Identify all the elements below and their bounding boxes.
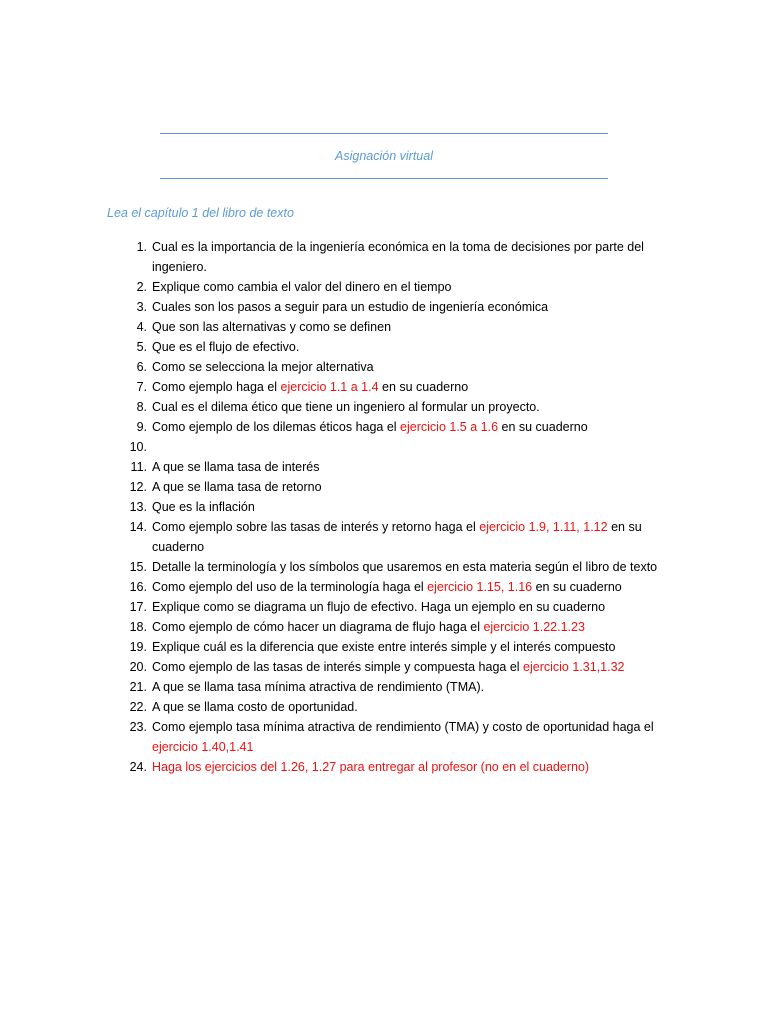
question-number: 5. [136, 340, 147, 354]
reading-instruction: Lea el capítulo 1 del libro de texto [107, 206, 294, 220]
question-number: 9. [136, 420, 147, 434]
question-item [107, 297, 667, 317]
question-number: 2. [136, 280, 147, 294]
question-text [152, 420, 588, 434]
exercise-reference: ejercicio 1.9, 1.11, 1.12 [479, 520, 608, 534]
question-text-segment: Como ejemplo tasa mínima atractiva de rendimiento (TMA) y costo de oportunidad haga el [152, 720, 654, 734]
question-number: 13. [129, 500, 147, 514]
exercise-reference: ejercicio 1.22.1.23 [483, 620, 585, 634]
exercise-reference: ejercicio 1.15, 1.16 [427, 580, 533, 594]
question-text-segment: Cuales son los pasos a seguir para un estudio de ingeniería económica [152, 300, 549, 314]
question-text [152, 460, 319, 474]
exercise-reference: ejercicio 1.5 a 1.6 [400, 420, 499, 434]
question-number: 24. [129, 760, 147, 774]
question-text-segment: en su cuaderno [498, 420, 588, 434]
question-text-segment: Cual es la importancia de la ingeniería económica en la toma de decisiones por parte del ingeniero. [152, 240, 644, 274]
question-item [107, 457, 667, 477]
title-block [160, 132, 608, 182]
document-title: Asignación virtual [335, 149, 433, 163]
question-item [107, 277, 667, 297]
question-text [152, 360, 374, 374]
question-text-segment: Cual es el dilema ético que tiene un ingeniero al formular un proyecto. [152, 400, 540, 414]
question-text [152, 240, 644, 274]
question-text-segment: en su cuaderno [532, 580, 622, 594]
question-text [152, 520, 642, 554]
title-top-rule [160, 133, 608, 134]
question-text-segment: A que se llama tasa mínima atractiva de rendimiento (TMA). [152, 680, 485, 694]
question-item [107, 497, 667, 517]
question-item [107, 477, 667, 497]
question-number: 7. [136, 380, 147, 394]
question-number: 16. [129, 580, 147, 594]
question-text-segment: Como ejemplo de cómo hacer un diagrama de flujo haga el [152, 620, 484, 634]
question-number: 21. [129, 680, 147, 694]
exercise-reference: ejercicio 1.40,1.41 [152, 740, 254, 754]
question-number: 22. [129, 700, 147, 714]
exercise-reference: ejercicio 1.1 a 1.4 [280, 380, 379, 394]
question-text [152, 380, 468, 394]
question-number: 23. [129, 720, 147, 734]
question-item [107, 637, 667, 657]
question-text-segment: Explique como cambia el valor del dinero en el tiempo [152, 280, 452, 294]
question-number: 4. [136, 320, 147, 334]
question-text [152, 700, 358, 714]
question-item [107, 417, 667, 437]
question-text-segment: en su cuaderno [378, 380, 469, 394]
question-text-segment: Como ejemplo de los dilemas éticos haga el [152, 420, 401, 434]
question-text-segment: A que se llama costo de oportunidad. [152, 700, 358, 714]
question-text [152, 480, 322, 494]
exercise-reference: Haga los ejercicios del 1.26, 1.27 para entregar al profesor (no en el cuaderno) [152, 760, 590, 774]
question-number: 8. [136, 400, 147, 414]
question-text-segment: en su cuaderno [152, 520, 642, 554]
question-number: 20. [129, 660, 147, 674]
question-number: 19. [129, 640, 147, 654]
question-number: 1. [136, 240, 147, 254]
question-item [107, 377, 667, 397]
question-number: 15. [129, 560, 147, 574]
question-item [107, 677, 667, 697]
question-item [107, 437, 667, 457]
question-item [107, 397, 667, 417]
question-number: 12. [129, 480, 147, 494]
question-item [107, 657, 667, 677]
question-text-segment: Explique como se diagrama un flujo de efectivo. Haga un ejemplo en su cuaderno [152, 600, 606, 614]
question-text [152, 280, 451, 294]
question-text [152, 580, 622, 594]
question-number: 17. [129, 600, 147, 614]
question-item [107, 577, 667, 597]
question-text [152, 660, 624, 674]
question-text-segment: Como se selecciona la mejor alternativa [152, 360, 374, 374]
question-item [107, 617, 667, 637]
question-text-segment: Como ejemplo del uso de la terminología haga el [152, 580, 428, 594]
question-text-segment: Que es el flujo de efectivo. [152, 340, 300, 354]
exercise-reference: ejercicio 1.31,1.32 [523, 660, 625, 674]
question-text [152, 560, 657, 574]
question-text-segment: Explique cuál es la diferencia que existe entre interés simple y el interés compuesto [152, 640, 616, 654]
question-text [152, 400, 540, 414]
question-list [107, 237, 667, 777]
question-text [152, 320, 391, 334]
question-number: 6. [136, 360, 147, 374]
question-item [107, 517, 667, 557]
question-number: 3. [136, 300, 147, 314]
question-item [107, 337, 667, 357]
question-number: 18. [129, 620, 147, 634]
title-bottom-rule [160, 178, 608, 179]
question-text [152, 620, 585, 634]
question-item [107, 237, 667, 277]
question-item [107, 357, 667, 377]
question-text-segment: Como ejemplo de las tasas de interés simple y compuesta haga el [152, 660, 524, 674]
question-text-segment: Como ejemplo haga el [152, 380, 281, 394]
question-text [152, 680, 484, 694]
question-text [152, 300, 548, 314]
question-text [152, 600, 605, 614]
question-text-segment: A que se llama tasa de interés [152, 460, 320, 474]
question-text-segment: Que es la inflación [152, 500, 255, 514]
question-number: 10. [129, 440, 147, 454]
question-text [152, 500, 255, 514]
question-number: 11. [130, 460, 147, 474]
question-item [107, 317, 667, 337]
question-item [107, 757, 667, 777]
question-item [107, 557, 667, 577]
question-text-segment: Detalle la terminología y los símbolos que usaremos en esta materia según el libro de texto [152, 560, 658, 574]
question-item [107, 597, 667, 617]
question-text [152, 720, 654, 754]
question-item [107, 697, 667, 717]
question-text [152, 760, 589, 774]
question-text [152, 640, 615, 654]
question-text [152, 340, 299, 354]
question-number: 14. [129, 520, 147, 534]
question-item [107, 717, 667, 757]
question-text-segment: Como ejemplo sobre las tasas de interés y retorno haga el [152, 520, 480, 534]
question-text-segment: Que son las alternativas y como se definen [152, 320, 392, 334]
question-text-segment: A que se llama tasa de retorno [152, 480, 322, 494]
